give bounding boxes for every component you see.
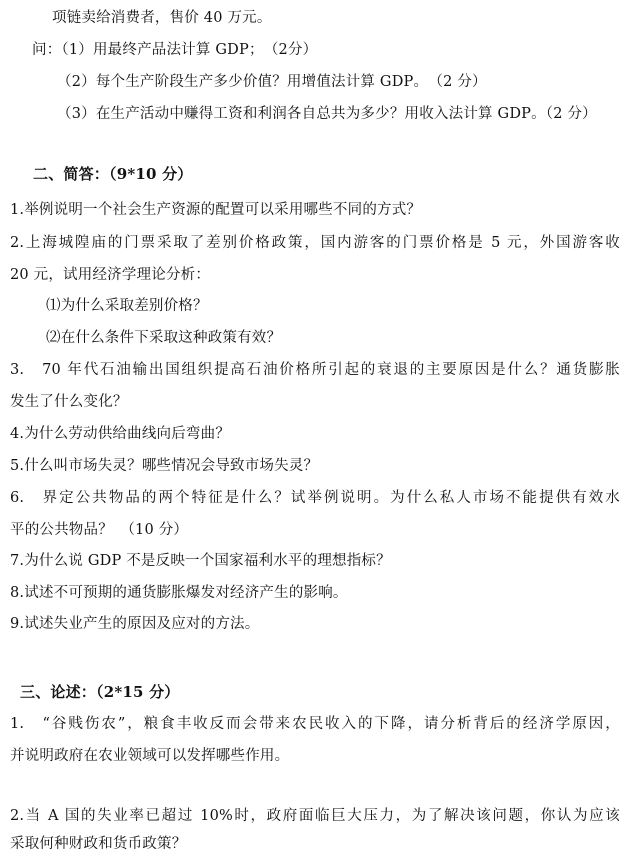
question-item: 平的公共物品？ （10 分） — [10, 522, 189, 538]
question-item: 4.为什么劳动供给曲线向后弯曲？ — [10, 426, 231, 442]
section-2-heading: 二、简答：（9*10 分） — [33, 165, 193, 183]
question-item: 6. 界定公共物品的两个特征是什么？试举例说明。为什么私人市场不能提供有效水 — [10, 490, 620, 506]
question-item: 2.上海城隍庙的门票采取了差别价格政策，国内游客的门票价格是 5 元，外国游客收 — [10, 235, 620, 251]
question-item: 发生了什么变化？ — [10, 394, 128, 410]
sub-question-item: ⑴为什么采取差别价格？ — [46, 298, 208, 314]
section-3-heading: 三、论述：（2*15 分） — [20, 683, 180, 701]
continuation-text: 项链卖给消费者，售价 40 万元。 — [52, 10, 272, 26]
sub-question-2: （2）每个生产阶段生产多少价值？用增值法计算 GDP。 （2 分） — [57, 74, 487, 90]
sub-question-item: ⑵在什么条件下采取这种政策有效？ — [46, 330, 282, 346]
essay-item: 2.当 A 国的失业率已超过 10%时，政府面临巨大压力，为了解决该问题，你认为应该 — [10, 808, 620, 824]
question-item: 8.试述不可预期的通货膨胀爆发对经济产生的影响。 — [10, 585, 348, 601]
question-item: 20 元，试用经济学理论分析： — [10, 267, 211, 283]
sub-question-1: 问：（1）用最终产品法计算 GDP； （2分） — [32, 42, 318, 58]
essay-item: 并说明政府在农业领域可以发挥哪些作用。 — [10, 748, 290, 764]
question-item: 3. 70 年代石油输出国组织提高石油价格所引起的衰退的主要原因是什么？通货膨胀 — [10, 362, 620, 378]
sub-question-3: （3）在生产活动中赚得工资和利润各自总共为多少？用收入法计算 GDP。（2 分） — [57, 106, 597, 122]
essay-item: 采取何种财政和货币政策？ — [10, 836, 187, 852]
essay-item: 1. “谷贱伤农”，粮食丰收反而会带来农民收入的下降，请分析背后的经济学原因， — [10, 716, 620, 732]
question-item: 1.举例说明一个社会生产资源的配置可以采用哪些不同的方式？ — [10, 202, 422, 218]
question-item: 5.什么叫市场失灵？哪些情况会导致市场失灵？ — [10, 458, 319, 474]
question-item: 7.为什么说 GDP 不是反映一个国家福利水平的理想指标？ — [10, 553, 391, 569]
question-item: 9.试述失业产生的原因及应对的方法。 — [10, 616, 260, 632]
